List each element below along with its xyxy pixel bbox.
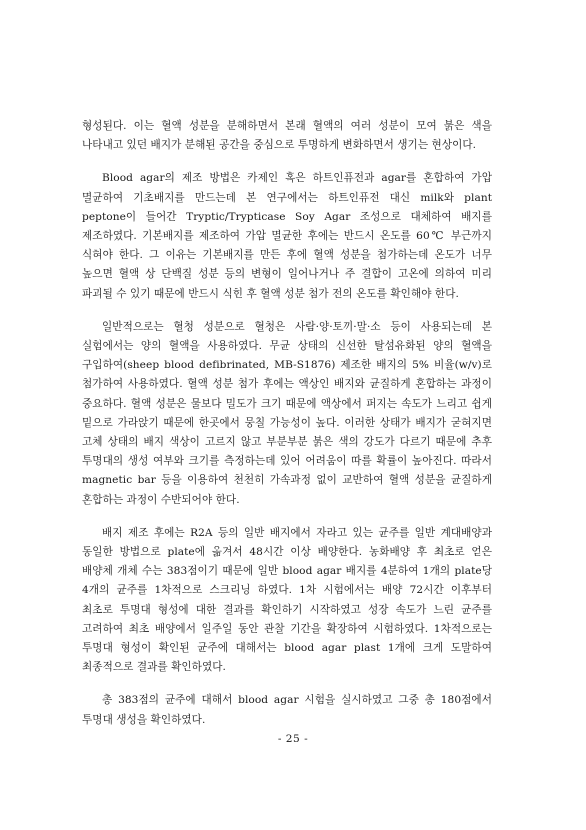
paragraph-4-text: 배지 제조 후에는 R2A 등의 일반 배지에서 자라고 있는 균주를 일반 계대배양과 동일한 방법으로 plate에 옮겨서 48시간 이상 배양한다. 농화배양 후 최초로 얻은 배양체 개체 수는 383점이기 때문에 일반 blood agar 배지를 4분하여 1개의 plate당 4개의 균주를 1차적으로 스크리닝 하였다. 1차 시험에서는 배양 72시간 이후부터 최초로 투명대 형성에 대한 결과를 확인하기 시작하였고 성장 속도가 느린 균주를 고려하여 최초 배양에서 일주일 동안 관찰 기간을 확장하여 시험하였다. 1차적으로는 투명대 형성이 확인된 균주에 대해서는 blood agar plast 1개에 크게 도말하여 최종적으로 결과를 확인하였다.: [82, 526, 492, 674]
paragraph-1-text: 형성된다. 이는 혈액 성분을 분해하면서 본래 혈액의 여러 성분이 모여 붉은 색을 나타내고 있던 배지가 분해된 공간을 중심으로 투명하게 변화하면서 생기는 현상이다.: [82, 120, 492, 152]
paragraph-5-text: 총 383점의 균주에 대해서 blood agar 시험을 실시하였고 그중 총 180점에서 투명대 생성을 확인하였다.: [82, 694, 492, 726]
paragraph-2: [82, 169, 492, 303]
paragraph-1: [82, 117, 492, 155]
page-number: - 25 -: [277, 733, 309, 745]
paragraph-5: [82, 691, 492, 729]
paragraph-3-text: 일반적으로는 혈청 성분으로 혈청은 사람·양·토끼·말·소 등이 사용되는데 본 실험에서는 양의 혈액을 사용하였다. 무균 상태의 신선한 탈섬유화된 양의 혈액을 구입하여(sheep blood defibrinated, MB-S1876) 제조한 배지의 5% 비율(w/v)로 첨가하여 사용하였다. 혈액 성분 첨가 후에는 액상인 배지와 균질하게 혼합하는 과정이 중요하다. 혈액 성분은 물보다 밀도가 크기 때문에 액상에서 퍼지는 속도가 느리고 쉽게 밑으로 가라앉기 때문에 한곳에서 뭉칠 가능성이 높다. 이러한 상태가 배지가 굳혀지면 고체 상태의 배지 색상이 고르지 않고 부분부분 붉은 색의 강도가 다르기 때문에 추후 투명대의 생성 여부와 크기를 측정하는데 있어 어려움이 따를 확률이 높아진다. 따라서 magnetic bar 등을 이용하여 천천히 가속과정 없이 교반하여 혈액 성분을 균질하게 혼합하는 과정이 수반되어야 한다.: [82, 320, 492, 506]
paragraph-4: [82, 524, 492, 678]
paragraph-3: [82, 318, 492, 510]
body-text: [82, 117, 492, 744]
paragraph-2-text: Blood agar의 제조 방법은 카제인 혹은 하트인퓨전과 agar를 혼합하여 가압 멸균하여 기초배지를 만드는데 본 연구에서는 하트인퓨전 대신 milk와 plant peptone이 들어간 Tryptic/Trypticase Soy Agar 조성으로 대체하여 배지를 제조하였다. 기본배지를 제조하여 가압 멸균한 후에는 반드시 온도를 60℃ 부근까지 식혀야 한다. 그 이유는 기본배지를 만든 후에 혈액 성분을 첨가하는데 온도가 너무 높으면 혈액 상 단백질 성분 등의 변형이 일어나거나 주 결합이 고온에 의하여 미리 파괴될 수 있기 때문에 반드시 식힌 후 혈액 성분 첨가 전의 온도를 확인해야 한다.: [82, 172, 492, 300]
